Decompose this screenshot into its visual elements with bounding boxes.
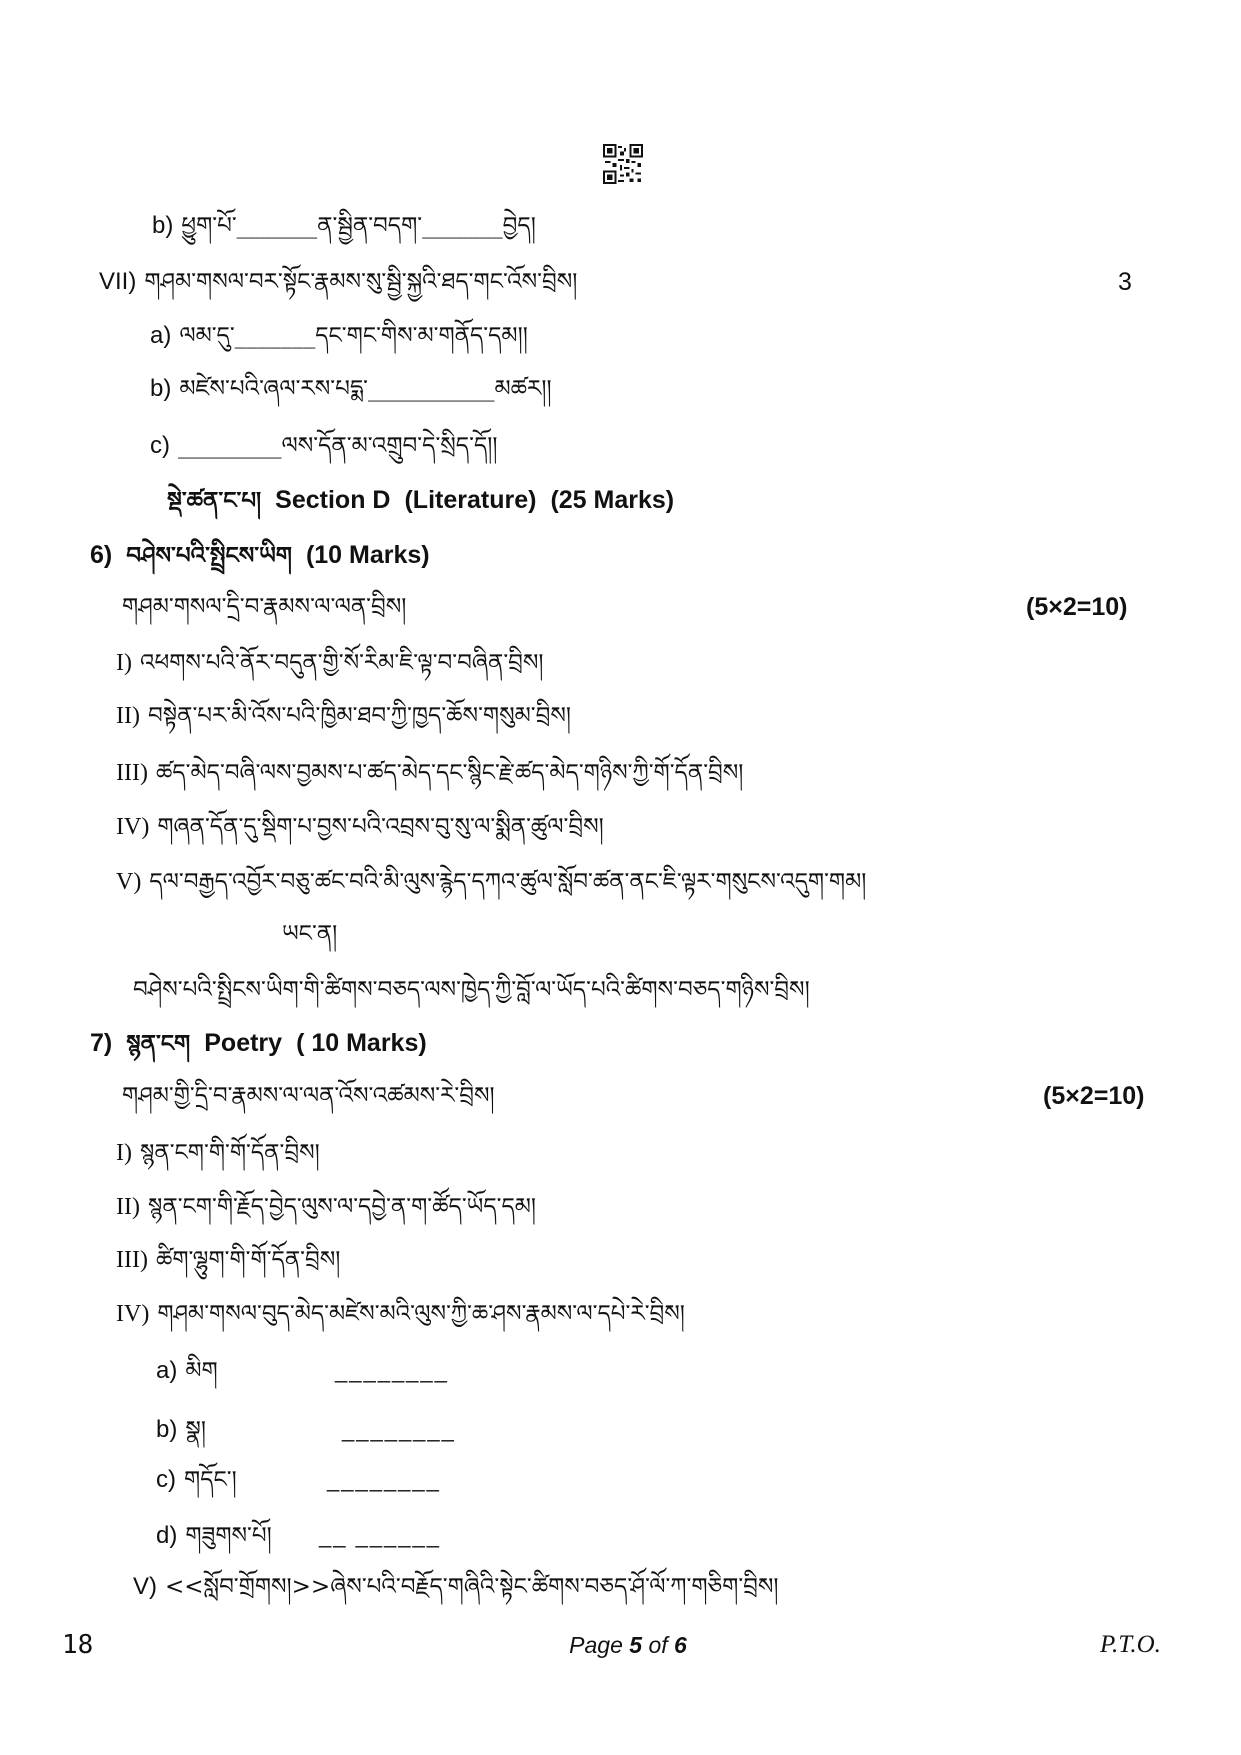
question-7-heading (90, 1023, 1090, 1063)
item-label: b) (150, 375, 172, 402)
item-label: V) (116, 869, 142, 895)
section-title-tibetan: སྡེ་ཚན་ང་པ། (167, 487, 262, 514)
item-text: མཛེས་པའི་ཞལ་རས་པདྨ་___________མཚར།། (179, 376, 552, 402)
question-item (116, 1133, 1196, 1173)
or-divider (282, 914, 682, 954)
sub-item-label: a) (156, 1357, 178, 1384)
item-label: b) (152, 212, 174, 239)
sub-item-text: གཟུགས་པོ། (185, 1523, 272, 1549)
answer-blank: ________ (335, 1358, 449, 1383)
question-number: 6) (90, 541, 113, 569)
question-item (133, 1567, 1203, 1607)
item-label: c) (150, 432, 170, 459)
item-text: སྙན་ངག་གི་གོ་དོན་བྲིས། (139, 1140, 320, 1166)
question-item (116, 696, 1196, 736)
question-alternative (133, 970, 1203, 1010)
question-item (152, 206, 1152, 246)
item-label: II) (116, 703, 140, 729)
answer-blank: ________ (327, 1467, 441, 1492)
item-text: གཤམ་གསལ་བུད་མེད་མཛེས་མའི་ལུས་ཀྱི་ཆ་ཤས་རྣམས་ལ་དཔེ་རེ་བྲིས། (157, 1301, 685, 1327)
sub-item-label: c) (156, 1466, 176, 1493)
sub-item (156, 1516, 314, 1556)
answer-blank: ________ (342, 1417, 456, 1442)
item-text: ལམ་དུ་_______དང་གང་གིས་མ་གནོད་དམ།། (179, 323, 528, 349)
section-title-english: Section D (275, 486, 391, 514)
marks-scheme: (5×2=10) (1026, 593, 1128, 621)
question-vii-prompt (99, 262, 1099, 302)
item-label: I) (116, 650, 132, 676)
item-text: དལ་བརྒྱད་འབྱོར་བཅུ་ཚང་བའི་མི་ལུས་རྙེད་དཀའ་ཚུལ་སློབ་ཚན་ནང་ཇི་ལྟར་གསུངས་འདུག་གམ། (149, 869, 867, 895)
question-marks: (10 Marks) (305, 541, 430, 569)
item-text: འཕགས་པའི་ནོར་བདུན་གྱི་སོ་རིམ་ཇི་ལྟ་བ་བཞིན་བྲིས། (139, 650, 544, 676)
please-turn-over: P.T.O. (1100, 1631, 1161, 1658)
question-item (116, 1294, 1196, 1334)
item-label: IV) (116, 1301, 150, 1327)
question-item (116, 807, 1196, 847)
item-label: III) (116, 760, 148, 786)
instruction-text: གཤམ་གསལ་དྲི་བ་རྣམས་ལ་ལན་བྲིས། (122, 594, 407, 620)
question-title-tibetan: སྙན་ངག (126, 1030, 191, 1057)
question-item (150, 426, 1150, 466)
item-text: སྙན་ངག་གི་རྗོད་བྱེད་ལུས་ལ་དབྱེ་ན་ག་ཚོད་ཡོད་དམ། (147, 1194, 537, 1220)
sub-item-text: སྣ། (185, 1417, 206, 1443)
instruction-text: གཤམ་གྱི་དྲི་བ་རྣམས་ལ་ལན་འོས་འཚམས་རེ་བྲིས། (122, 1083, 495, 1109)
sub-item-label: d) (156, 1522, 178, 1549)
or-text: ཡང་ན། (282, 921, 338, 947)
item-label: III) (116, 1247, 148, 1273)
item-label: I) (116, 1140, 132, 1166)
question-title-tibetan: བཤེས་པའི་སྤྲིངས་ཡིག (126, 542, 292, 569)
section-heading (167, 480, 1167, 520)
paper-code: 18 (62, 1630, 94, 1660)
question-marks: ( 10 Marks) (296, 1029, 427, 1057)
page-number (558, 1625, 698, 1665)
item-text: _________ལས་དོན་མ་འགྲུབ་དེ་སྲིད་དོ།། (178, 433, 498, 459)
item-label: a) (150, 322, 172, 349)
qr-code-icon (603, 144, 643, 184)
page-of: of (648, 1632, 668, 1658)
answer-blank: __ ______ (319, 1523, 441, 1548)
question-instruction (122, 587, 1002, 627)
question-marks: 3 (1118, 268, 1132, 296)
item-text: གཞན་དོན་དུ་སྡིག་པ་བྱས་པའི་འབྲས་བུ་སུ་ལ་སྨིན་ཚུལ་བྲིས། (157, 814, 604, 840)
sub-item (156, 1460, 321, 1500)
item-text: ཚིག་ལྷུག་གི་གོ་དོན་བྲིས། (155, 1247, 341, 1273)
item-text: ཕྱུག་པོ་_______ན་སྦྱིན་བདག་_______བྱེད། (181, 213, 536, 239)
item-label: IV) (116, 814, 150, 840)
item-text: བསྟེན་པར་མི་འོས་པའི་ཁྱིམ་ཐབ་ཀྱི་ཁྱད་ཆོས་གསུམ་བྲིས། (147, 703, 571, 729)
question-item (150, 316, 1150, 356)
sub-item-text: གདོང་། (184, 1467, 237, 1493)
page-total: 6 (674, 1632, 687, 1658)
sub-item (156, 1410, 336, 1450)
question-instruction (122, 1076, 1022, 1116)
section-subject: (Literature) (404, 486, 537, 514)
question-item (116, 1240, 1196, 1280)
question-item (116, 1187, 1196, 1227)
page-current: 5 (629, 1632, 643, 1658)
question-title-english: Poetry (204, 1029, 283, 1057)
question-6-heading (90, 535, 1090, 575)
item-label: V) (133, 1573, 157, 1600)
question-item (116, 753, 1196, 793)
page-word: Page (569, 1632, 623, 1658)
sub-item (156, 1351, 326, 1391)
item-text: ཚད་མེད་བཞི་ལས་བྱམས་པ་ཚད་མེད་དང་སྙིང་རྗེ་ཚད་མེད་གཉིས་ཀྱི་གོ་དོན་བྲིས། (155, 760, 744, 786)
item-label: II) (116, 1194, 140, 1220)
alternative-text: བཤེས་པའི་སྤྲིངས་ཡིག་གི་ཚིགས་བཅད་ལས་ཁྱེད་ཀྱི་བློ་ལ་ཡོད་པའི་ཚིགས་བཅད་གཉིས་བྲིས། (133, 977, 810, 1003)
question-number: VII) (99, 268, 137, 295)
item-text: <<སློབ་གྲོགས།>>ཞེས་པའི་བརྗོད་གཞིའི་སྟེང་ཚིགས་བཅད་ཤོ་ལོ་ཀ་གཅིག་བྲིས། (165, 1574, 779, 1600)
sub-item-label: b) (156, 1416, 178, 1443)
question-item (116, 862, 1196, 902)
section-marks: (25 Marks) (550, 486, 675, 514)
question-number: 7) (90, 1029, 113, 1057)
question-prompt: གཤམ་གསལ་བར་སྟོང་རྣམས་སུ་སྦྱི་སྐྱའི་ཐད་གང་འོས་བྲིས། (144, 269, 578, 295)
sub-item-text: མིག (185, 1358, 218, 1384)
question-item (116, 643, 1196, 683)
marks-scheme: (5×2=10) (1043, 1082, 1145, 1110)
question-item (150, 369, 1150, 409)
